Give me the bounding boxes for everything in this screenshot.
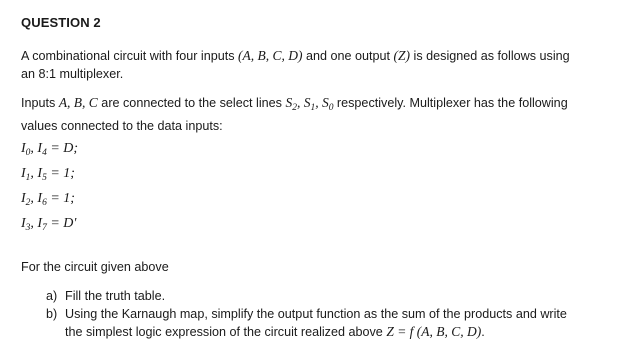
intro-text-line2: an 8:1 multiplexer. bbox=[21, 67, 124, 81]
inputs-text-3: respectively. Multiplexer has the following bbox=[333, 96, 568, 110]
list-text-a: Fill the truth table. bbox=[65, 289, 166, 303]
inputs-math: A, B, C bbox=[58, 95, 98, 110]
intro-text-2: and one output bbox=[302, 49, 394, 63]
question-heading: QUESTION 2 bbox=[21, 15, 101, 30]
intro-inputs-math: (A, B, C, D) bbox=[238, 48, 303, 63]
list-text-b: Using the Karnaugh map, simplify the output function as the sum of the products and write bbox=[65, 307, 567, 321]
intro-text-3: is designed as follows using bbox=[410, 49, 570, 63]
list-marker-a: a) bbox=[46, 289, 58, 303]
intro-text-1: A combinational circuit with four inputs bbox=[21, 49, 238, 63]
output-function-math: Z = f (A, B, C, D) bbox=[386, 324, 482, 339]
circuit-note: For the circuit given above bbox=[21, 260, 169, 274]
equation-3: $I_2$, $I_6 = 1$; bbox=[21, 191, 75, 208]
list-item-b-continuation: the simplest logic expression of the circuit realized above Z = f (A, B, C, D). bbox=[65, 324, 485, 339]
inputs-text-2: are connected to the select lines bbox=[97, 96, 286, 110]
equation-1: $I_0$, $I_4 = D$; bbox=[21, 141, 79, 158]
list-text-b-cont: the simplest logic expression of the circuit realized above bbox=[65, 325, 387, 339]
list-item-a bbox=[46, 287, 165, 305]
equation-2: $I_1$, $I_5 = 1$; bbox=[21, 166, 75, 183]
list-item-b bbox=[46, 305, 567, 323]
inputs-text-line2: values connected to the data inputs: bbox=[21, 119, 223, 133]
inputs-paragraph bbox=[21, 94, 611, 135]
inputs-text-1: Inputs bbox=[21, 96, 59, 110]
intro-output-math: (Z) bbox=[393, 48, 411, 63]
list-marker-b: b) bbox=[46, 307, 58, 321]
intro-paragraph bbox=[21, 47, 611, 83]
select-lines-math: $S_2$, $S_1$, $S_0$ bbox=[285, 95, 334, 113]
equation-4: $I_3$, $I_7 = D'$ bbox=[21, 216, 77, 233]
